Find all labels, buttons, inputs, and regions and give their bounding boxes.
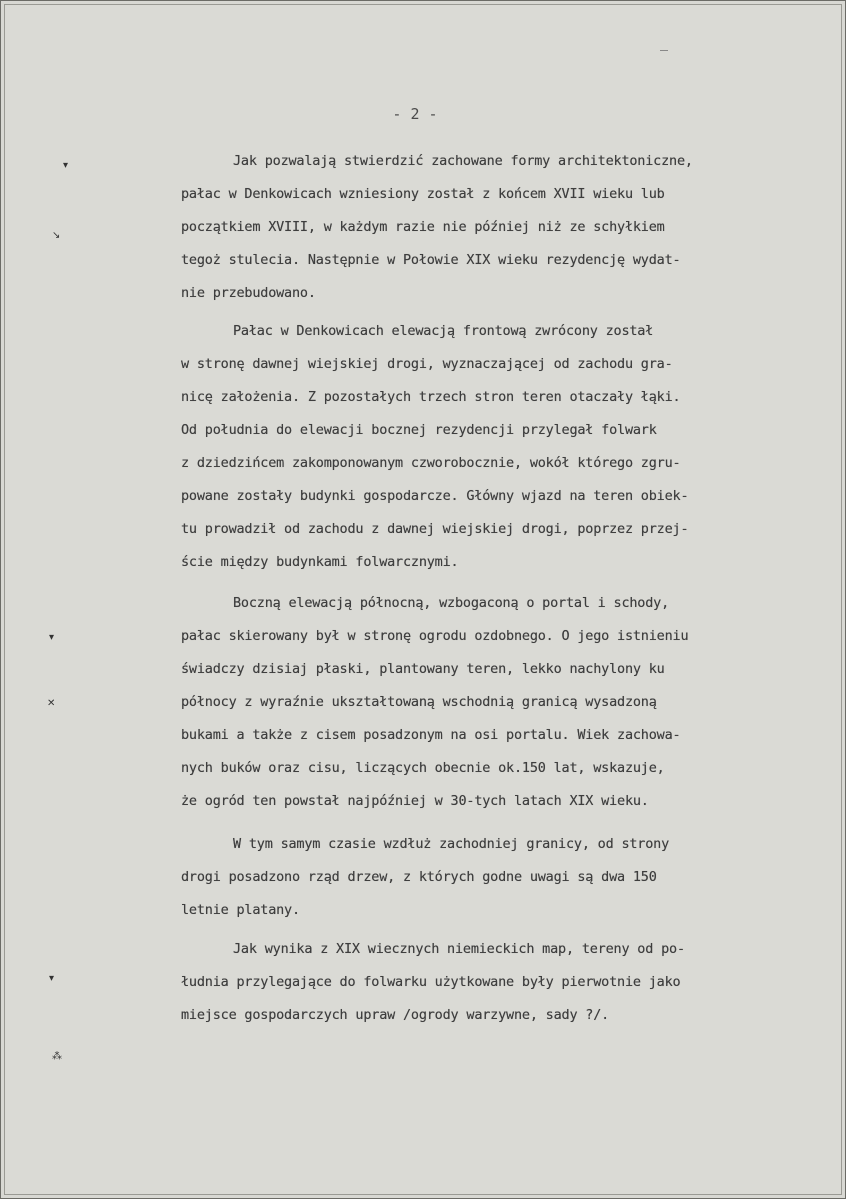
text-line: powane zostały budynki gospodarcze. Główny wjazd na teren obiek- [181, 488, 689, 504]
binder-hole-mark: ↘ [52, 230, 61, 241]
text-line: Jak pozwalają stwierdzić zachowane formy architektoniczne, [233, 153, 693, 169]
page-number: - 2 - [392, 105, 438, 123]
text-line: łudnia przylegające do folwarku użytkowane były pierwotnie jako [181, 974, 681, 990]
text-line: w stronę dawnej wiejskiej drogi, wyznaczającej od zachodu gra- [181, 356, 673, 372]
text-line: ście między budynkami folwarcznymi. [181, 554, 459, 570]
text-line: nych buków oraz cisu, liczących obecnie ok.150 lat, wskazuje, [181, 760, 665, 776]
text-line: Pałac w Denkowicach elewacją frontową zwrócony został [233, 323, 654, 339]
text-line: pałac skierowany był w stronę ogrodu ozdobnego. O jego istnieniu [181, 628, 689, 644]
page-frame [4, 4, 842, 1195]
text-line: Od południa do elewacji bocznej rezydencji przylegał folwark [181, 422, 657, 438]
text-line: miejsce gospodarczych upraw /ogrody warzywne, sady ?/. [181, 1007, 610, 1023]
text-line: świadczy dzisiaj płaski, plantowany teren, lekko nachylony ku [181, 661, 665, 677]
text-line: Boczną elewacją północną, wzbogaconą o portal i schody, [233, 595, 670, 611]
binder-hole-mark: ⁂ [52, 1051, 62, 1062]
text-line: nicę założenia. Z pozostałych trzech stron teren otaczały łąki. [181, 389, 681, 405]
binder-hole-mark: ▾ [49, 632, 55, 643]
text-line: nie przebudowano. [181, 285, 316, 301]
text-line: z dziedzińcem zakomponowanym czworobocznie, wokół którego zgru- [181, 455, 681, 471]
binder-hole-mark: ▾ [49, 973, 55, 984]
text-line: W tym samym czasie wzdłuż zachodniej granicy, od strony [233, 836, 670, 852]
text-line: tu prowadził od zachodu z dawnej wiejskiej drogi, poprzez przej- [181, 521, 689, 537]
text-line: że ogród ten powstał najpóźniej w 30-tych latach XIX wieku. [181, 793, 649, 809]
binder-hole-mark: ✕ [47, 698, 56, 709]
text-line: północy z wyraźnie ukształtowaną wschodnią granicą wysadzoną [181, 694, 657, 710]
text-line: drogi posadzono rząd drzew, z których godne uwagi są dwa 150 [181, 869, 657, 885]
text-line: bukami a także z cisem posadzonym na osi portalu. Wiek zachowa- [181, 727, 681, 743]
text-line: tegoż stulecia. Następnie w Połowie XIX wieku rezydencję wydat- [181, 252, 681, 268]
text-line: Jak wynika z XIX wiecznych niemieckich map, tereny od po- [233, 941, 685, 957]
text-line: początkiem XVIII, w każdym razie nie później niż ze schyłkiem [181, 219, 665, 235]
binder-hole-mark: ▾ [63, 160, 69, 171]
text-line: pałac w Denkowicach wzniesiony został z końcem XVII wieku lub [181, 186, 665, 202]
text-line: letnie platany. [181, 902, 300, 918]
scan-speck [660, 50, 668, 51]
